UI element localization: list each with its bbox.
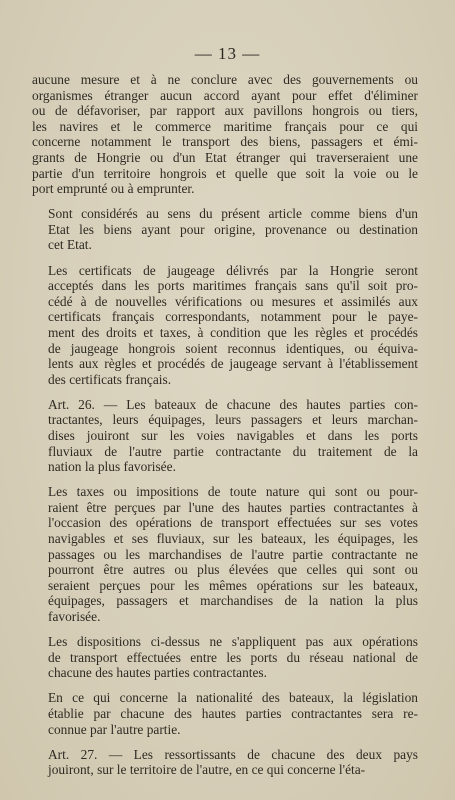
text-line: organismes étranger aucun accord ayant pour effet d'éliminer xyxy=(32,87,418,103)
text-line: navigables et ses fluviaux, sur les bateaux, les équipages, les xyxy=(48,531,418,547)
text-line: concerne notamment le transport des biens, passagers et émi- xyxy=(32,134,418,150)
text-line: port emprunté ou à emprunter. xyxy=(32,181,195,197)
text-line: chacune des hautes parties contractantes. xyxy=(48,665,267,681)
text-line: cet Etat. xyxy=(48,237,92,253)
paragraph xyxy=(32,263,418,388)
page-number: — 13 — xyxy=(194,44,261,63)
text-line: grants de Hongrie ou d'un Etat étranger qui traverseraient une xyxy=(32,149,418,165)
text-line: lents aux règles et procédés de jaugeage servant à l'établissement xyxy=(48,356,418,372)
text-line: Sont considérés au sens du présent article comme biens d'un xyxy=(48,206,418,222)
text-line: Art. 26. — Les bateaux de chacune des hautes parties con- xyxy=(48,396,418,412)
text-line: raient être perçues par l'une des hautes parties contractantes à xyxy=(48,499,418,515)
text-line: partie d'un territoire hongrois et quelle que soit la voie ou le xyxy=(32,165,418,181)
text-line: favorisée. xyxy=(48,609,101,624)
text-line: pourront être autres ou plus élevées que celles qui sont ou xyxy=(48,562,418,578)
text-line: certificats français correspondants, notamment pour le paye- xyxy=(48,309,418,325)
text-line: En ce qui concerne la nationalité des bateaux, la législation xyxy=(48,690,418,706)
text-line: passages ou les marchandises de l'autre partie contractante ne xyxy=(48,546,418,562)
text-line: ment des droits et taxes, à condition que les règles et procédés xyxy=(48,324,418,340)
text-line: jouiront, sur le territoire de l'autre, en ce qui concerne l'éta- xyxy=(48,762,366,778)
text-line: l'occasion des opérations de transport effectuées sur ses votes xyxy=(48,515,418,531)
paragraph xyxy=(32,397,418,475)
paragraph xyxy=(32,206,418,253)
text-line: de transport effectuées entre les ports du réseau national de xyxy=(48,649,418,665)
text-line: seraient perçues pour les mêmes opérations sur les bateaux, xyxy=(48,577,418,593)
text-line: fluviaux de l'autre partie contractante du traitement de la xyxy=(48,443,418,459)
text-line: de jaugeage hongrois soient reconnus identiques, ou équiva- xyxy=(48,340,418,356)
text-line: Les dispositions ci-dessus ne s'appliquent pas aux opérations xyxy=(48,634,418,650)
text-line: tractantes, leurs équipages, leurs passagers et leurs marchan- xyxy=(48,412,418,428)
text-line: des certificats français. xyxy=(48,371,172,387)
text-line: établie par chacune des hautes parties contractantes sera re- xyxy=(48,705,418,721)
paragraph xyxy=(32,72,418,197)
text-line: Les certificats de jaugeage délivrés par la Hongrie seront xyxy=(48,262,418,278)
paragraph xyxy=(32,634,418,681)
text-line: Art. 27. — Les ressortissants de chacune des deux pays xyxy=(48,746,418,762)
text-line: équipages, passagers et marchandises de la nation la plus xyxy=(48,593,418,609)
paragraph xyxy=(32,484,418,624)
text-line: connue par l'autre partie. xyxy=(48,721,181,737)
text-line: Les taxes ou impositions de toute nature qui sont ou pour- xyxy=(48,484,418,500)
document-body xyxy=(32,72,418,787)
text-line: Etat les biens ayant pour origine, provenance ou destination xyxy=(48,221,418,237)
paragraph xyxy=(32,747,418,778)
text-line: acceptés dans les ports maritimes français sans qu'il soit pro- xyxy=(48,278,418,294)
text-line: ou de défavoriser, par rapport aux pavillons hongrois ou tiers, xyxy=(32,103,418,119)
text-line: aucune mesure et à ne conclure avec des gouvernements ou xyxy=(32,72,418,87)
text-line: les navires et le commerce maritime français pour ce qui xyxy=(32,118,418,134)
text-line: nation la plus favorisée. xyxy=(48,459,176,475)
text-line: dises jouiront sur les voies navigables et dans les ports xyxy=(48,427,418,443)
text-line: cédé à de nouvelles vérifications ou mesures et assimilés aux xyxy=(48,293,418,309)
paragraph xyxy=(32,690,418,737)
